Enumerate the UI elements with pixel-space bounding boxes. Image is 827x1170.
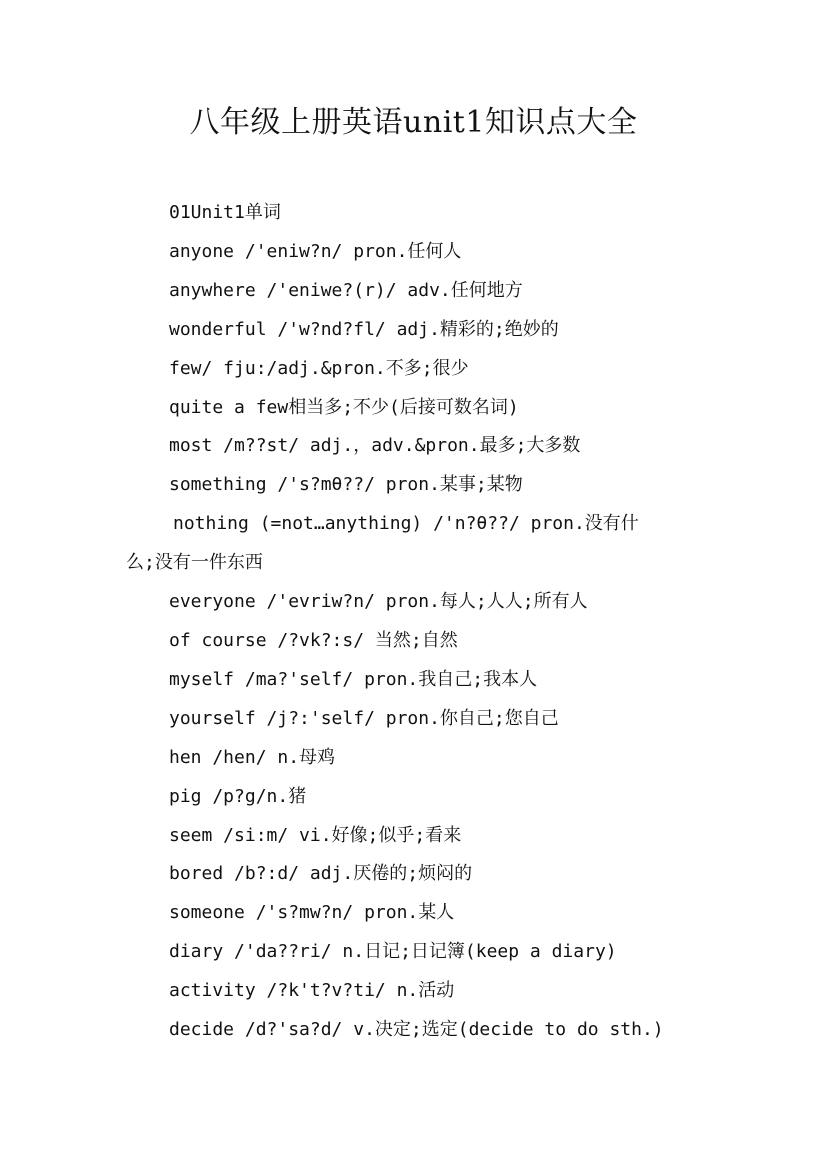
vocab-entry: quite a few相当多;不少(后接可数名词) — [169, 396, 519, 418]
vocab-entry: decide /d?'sa?d/ v.决定;选定(decide to do sth.) — [169, 1019, 664, 1041]
vocab-entry: anyone /'eniw?n/ pron.任何人 — [169, 240, 462, 262]
vocab-entry: diary /'da??ri/ n.日记;日记簿(keep a diary) — [169, 941, 617, 963]
vocab-entry: most /m??st/ adj.，adv.&pron.最多;大多数 — [169, 435, 581, 457]
vocab-entry: yourself /j?:'self/ pron.你自己;您自己 — [169, 707, 559, 729]
vocab-entry: bored /b?:d/ adj.厌倦的;烦闷的 — [169, 863, 473, 885]
vocab-entry: of course /?vk?:s/ 当然;自然 — [169, 629, 458, 651]
vocab-entry: anywhere /'eniwe?(r)/ adv.任何地方 — [169, 279, 523, 301]
vocab-entry: wonderful /'w?nd?fl/ adj.精彩的;绝妙的 — [169, 318, 559, 340]
vocab-entry: pig /p?g/n.猪 — [169, 785, 307, 807]
vocabulary-list — [126, 194, 716, 1050]
document-title: 八年级上册英语unit1知识点大全 — [189, 105, 638, 140]
vocab-entry: few/ fju:/adj.&pron.不多;很少 — [169, 357, 469, 379]
vocab-entry: everyone /'evriw?n/ pron.每人;人人;所有人 — [169, 591, 588, 613]
vocab-entry: something /'s?mθ??/ pron.某事;某物 — [169, 474, 523, 496]
vocab-entry: myself /ma?'self/ pron.我自己;我本人 — [169, 668, 538, 690]
vocab-entry: seem /si:m/ vi.好像;似乎;看来 — [169, 824, 462, 846]
vocab-entry: hen /hen/ n.母鸡 — [169, 746, 336, 768]
vocab-entry-wrapped-second-line: 么;没有一件东西 — [126, 552, 263, 574]
vocab-entry: activity /?k't?v?ti/ n.活动 — [169, 980, 455, 1002]
section-heading: 01Unit1单词 — [169, 202, 281, 223]
vocab-entry-wrapped-first-line: nothing (=not…anything) /'n?θ??/ pron.没有什 — [173, 513, 639, 535]
vocab-entry: someone /'s?mw?n/ pron.某人 — [169, 902, 455, 924]
